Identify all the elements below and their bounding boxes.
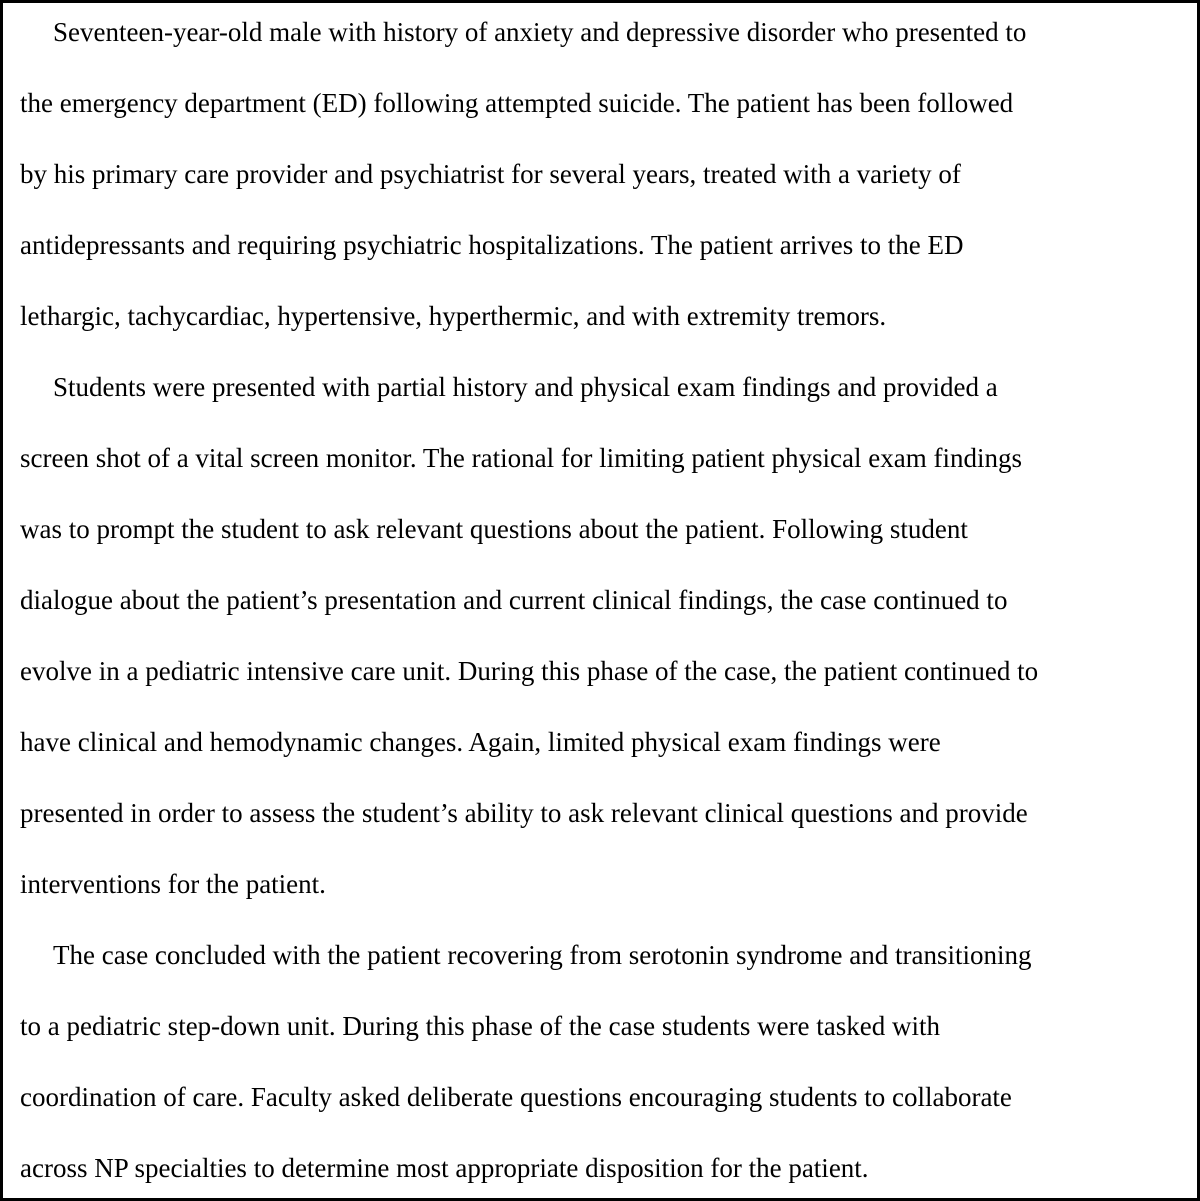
text-line: lethargic, tachycardiac, hypertensive, hyperthermic, and with extremity tremors. (20, 301, 887, 331)
text-line: to a pediatric step-down unit. During this phase of the case students were tasked with (20, 1011, 941, 1041)
text-line: Students were presented with partial history and physical exam findings and provided a (53, 372, 998, 402)
text-line: evolve in a pediatric intensive care unit. During this phase of the case, the patient continued to (20, 656, 1039, 686)
text-line: the emergency department (ED) following attempted suicide. The patient has been followed (20, 88, 1014, 118)
text-line: was to prompt the student to ask relevant questions about the patient. Following student (20, 514, 968, 544)
text-line: by his primary care provider and psychiatrist for several years, treated with a variety of (20, 159, 961, 189)
text-line: have clinical and hemodynamic changes. Again, limited physical exam findings were (20, 727, 941, 757)
text-line: The case concluded with the patient recovering from serotonin syndrome and transitioning (53, 940, 1032, 970)
text-line: antidepressants and requiring psychiatric hospitalizations. The patient arrives to the ED (20, 230, 964, 260)
text-line: across NP specialties to determine most appropriate disposition for the patient. (20, 1153, 869, 1183)
text-line: interventions for the patient. (20, 869, 326, 899)
text-line: Seventeen-year-old male with history of anxiety and depressive disorder who presented to (53, 17, 1027, 47)
text-line: dialogue about the patient’s presentation and current clinical findings, the case continued to (20, 585, 1008, 615)
text-line: screen shot of a vital screen monitor. The rational for limiting patient physical exam findings (20, 443, 1022, 473)
text-line: coordination of care. Faculty asked deliberate questions encouraging students to collaborate (20, 1082, 1012, 1112)
text-line: presented in order to assess the student’s ability to ask relevant clinical questions and provide (20, 798, 1028, 828)
